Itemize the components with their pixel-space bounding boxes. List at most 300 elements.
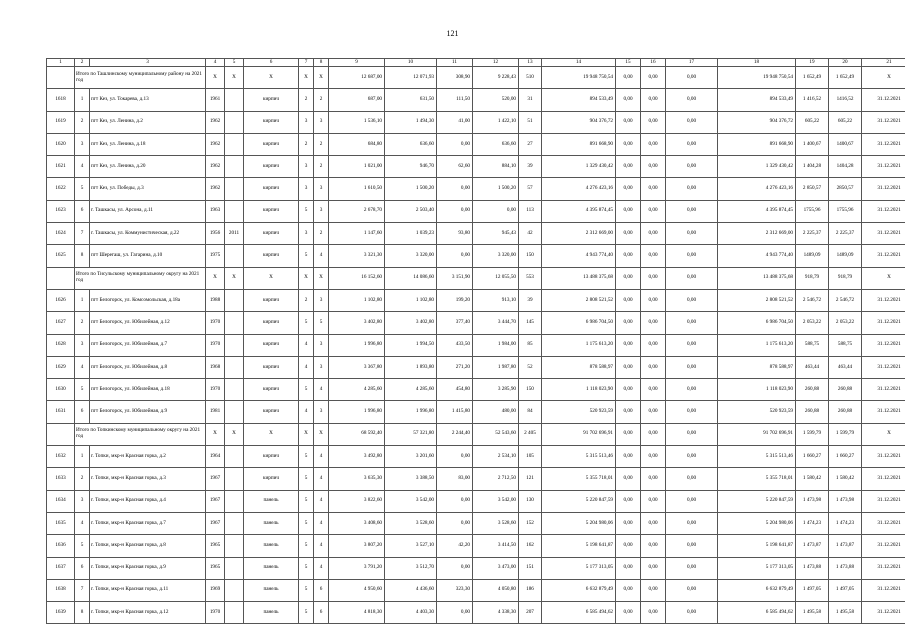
- table-cell: 0,00: [666, 89, 718, 111]
- table-cell: 0,00: [616, 401, 641, 423]
- column-number: 13: [519, 59, 542, 67]
- table-cell: 0,00: [666, 490, 718, 512]
- table-cell: 684,80: [329, 133, 385, 155]
- table-cell: 31.12.2021: [862, 89, 905, 111]
- table-cell: 271,20: [437, 356, 473, 378]
- table-cell: 4 395 874,45: [542, 200, 616, 222]
- table-cell: 31.12.2021: [862, 512, 905, 534]
- table-cell: 1 118 023,90: [542, 379, 616, 401]
- table-cell: 3: [314, 111, 329, 133]
- table-cell: 31.12.2021: [862, 557, 905, 579]
- table-cell: 5: [299, 312, 314, 334]
- table-cell: 3: [299, 223, 314, 245]
- table-cell: 1975: [206, 245, 225, 267]
- column-number: 9: [329, 59, 385, 67]
- table-cell: г. Топки, мкр-н Красная горка, д.11: [90, 579, 206, 601]
- table-cell: 39: [519, 156, 542, 178]
- table-cell: 2850,57: [829, 178, 862, 200]
- table-cell: 0,00: [437, 178, 473, 200]
- table-cell: 8: [75, 245, 90, 267]
- table-cell: 1416,52: [829, 89, 862, 111]
- table-cell: кирпич: [244, 401, 299, 423]
- table-cell: 68 592,40: [329, 423, 385, 445]
- table-cell: 5: [299, 468, 314, 490]
- table-cell: 2: [299, 89, 314, 111]
- table-cell: 0,00: [666, 156, 718, 178]
- table-cell: 2 244,40: [437, 423, 473, 445]
- table-cell: X: [299, 423, 314, 445]
- table-cell: панель: [244, 490, 299, 512]
- table-cell: 3 492,80: [329, 446, 385, 468]
- subtotal-row: [47, 67, 905, 89]
- table-cell: 4 395 874,45: [718, 200, 796, 222]
- table-cell: 605,22: [796, 111, 829, 133]
- table-cell: 3 444,70: [473, 312, 519, 334]
- table-cell: 1630: [47, 379, 75, 401]
- table-cell: 945,43: [473, 223, 519, 245]
- table-cell: 1962: [206, 111, 225, 133]
- table-cell: 4 436,60: [385, 579, 437, 601]
- table-cell: 31.12.2021: [862, 133, 905, 155]
- table-cell: 0,00: [641, 446, 666, 468]
- table-cell: 0,00: [666, 200, 718, 222]
- table-cell: 0,00: [641, 356, 666, 378]
- table-cell: 0,00: [616, 579, 641, 601]
- table-cell: 1956: [206, 223, 225, 245]
- table-cell: 31.12.2021: [862, 379, 905, 401]
- table-cell: 0,00: [616, 111, 641, 133]
- table-cell: 6: [75, 200, 90, 222]
- column-number: 11: [437, 59, 473, 67]
- table-row: [47, 379, 905, 401]
- table-cell: 121: [519, 468, 542, 490]
- column-number: 1: [47, 59, 75, 67]
- table-cell: 3: [314, 356, 329, 378]
- table-cell: 0,00: [641, 312, 666, 334]
- table-cell: 894 533,49: [718, 89, 796, 111]
- table-cell: 605,22: [829, 111, 862, 133]
- table-cell: г. Ташкасы, ул. Арсона, д.11: [90, 200, 206, 222]
- table-cell: 6 986 704,50: [542, 312, 616, 334]
- table-cell: 3 402,80: [385, 312, 437, 334]
- page-number: 121: [446, 29, 459, 38]
- table-cell: г. Топки, мкр-н Красная горка, д.3: [90, 468, 206, 490]
- table-cell: 1 660,27: [796, 446, 829, 468]
- table-cell: пгт Кез, ул. Ленина, д.2: [90, 111, 206, 133]
- table-cell: 31.12.2021: [862, 200, 905, 222]
- table-cell: [225, 156, 244, 178]
- table-cell: 7: [75, 579, 90, 601]
- table-cell: 1 580,42: [829, 468, 862, 490]
- table-cell: [47, 423, 75, 445]
- table-cell: 0,00: [666, 379, 718, 401]
- table-cell: 2: [314, 156, 329, 178]
- table-cell: [225, 356, 244, 378]
- table-cell: 19 948 750,54: [718, 67, 796, 89]
- table-cell: 480,00: [473, 401, 519, 423]
- column-number: 6: [244, 59, 299, 67]
- table-cell: [225, 446, 244, 468]
- table-cell: 151: [519, 557, 542, 579]
- table-cell: X: [225, 67, 244, 89]
- table-cell: 1962: [206, 133, 225, 155]
- table-cell: 0,00: [666, 356, 718, 378]
- table-cell: 91 702 696,91: [542, 423, 616, 445]
- table-cell: 42: [519, 223, 542, 245]
- table-row: [47, 468, 905, 490]
- table-cell: X: [244, 267, 299, 289]
- table-row: [47, 111, 905, 133]
- table-cell: [225, 490, 244, 512]
- table-cell: кирпич: [244, 356, 299, 378]
- table-cell: 57: [519, 178, 542, 200]
- table-cell: г. Топки, мкр-н Красная горка, д.8: [90, 535, 206, 557]
- table-cell: 0,00: [437, 200, 473, 222]
- table-cell: 918,79: [829, 267, 862, 289]
- table-cell: 0,00: [641, 535, 666, 557]
- table-cell: 5 198 641,87: [542, 535, 616, 557]
- table-row: [47, 312, 905, 334]
- table-cell: 1635: [47, 512, 75, 534]
- table-cell: 1 404,28: [796, 156, 829, 178]
- table-cell: 0,00: [666, 67, 718, 89]
- table-cell: 4: [299, 356, 314, 378]
- table-cell: 3 320,00: [473, 245, 519, 267]
- table-cell: 8: [75, 602, 90, 624]
- table-cell: 52 543,60: [473, 423, 519, 445]
- table-cell: 588,75: [796, 334, 829, 356]
- table-cell: 1 599,79: [796, 423, 829, 445]
- table-cell: 150: [519, 245, 542, 267]
- table-cell: 946,70: [385, 156, 437, 178]
- table-cell: кирпич: [244, 245, 299, 267]
- table-cell: 1623: [47, 200, 75, 222]
- table-cell: 4 403,30: [385, 602, 437, 624]
- table-cell: 57 321,80: [385, 423, 437, 445]
- table-cell: 1755,96: [796, 200, 829, 222]
- table-cell: [47, 267, 75, 289]
- table-cell: 0,00: [616, 223, 641, 245]
- table-cell: 1625: [47, 245, 75, 267]
- table-cell: 3: [314, 200, 329, 222]
- table-cell: 1: [75, 289, 90, 311]
- table-cell: 463,44: [829, 356, 862, 378]
- column-number: 15: [616, 59, 641, 67]
- table-cell: 3: [75, 490, 90, 512]
- table-cell: 4: [314, 379, 329, 401]
- table-cell: 1967: [206, 512, 225, 534]
- table-cell: 0,00: [616, 557, 641, 579]
- table-cell: X: [862, 423, 905, 445]
- table-cell: 3 542,00: [385, 490, 437, 512]
- table-cell: 0,00: [437, 245, 473, 267]
- table-cell: 1981: [206, 401, 225, 423]
- register-body: [47, 59, 905, 624]
- table-cell: 4: [314, 535, 329, 557]
- column-number: 12: [473, 59, 519, 67]
- table-cell: 4: [75, 512, 90, 534]
- table-cell: 3 473,00: [473, 557, 519, 579]
- table-cell: 85: [519, 334, 542, 356]
- table-cell: 323,30: [437, 579, 473, 601]
- table-cell: 0,00: [666, 579, 718, 601]
- table-cell: 4: [299, 334, 314, 356]
- table-cell: 31.12.2021: [862, 334, 905, 356]
- table-cell: 105: [519, 446, 542, 468]
- table-cell: г. Топки, мкр-н Красная горка, д.7: [90, 512, 206, 534]
- table-cell: X: [299, 267, 314, 289]
- table-cell: 0,00: [616, 133, 641, 155]
- table-cell: 0,00: [666, 446, 718, 468]
- table-cell: 51: [519, 111, 542, 133]
- table-cell: 3 512,70: [385, 557, 437, 579]
- table-cell: 1 984,00: [473, 334, 519, 356]
- table-cell: 5 355 718,01: [718, 468, 796, 490]
- table-cell: пгт Белогорск, ул. Юбилейная, д.18: [90, 379, 206, 401]
- table-cell: 1 580,42: [796, 468, 829, 490]
- table-cell: кирпич: [244, 468, 299, 490]
- table-cell: 1621: [47, 156, 75, 178]
- table-cell: X: [206, 67, 225, 89]
- table-cell: 0,00: [616, 245, 641, 267]
- table-cell: 31.12.2021: [862, 490, 905, 512]
- table-cell: 41,00: [437, 111, 473, 133]
- table-cell: 111,50: [437, 89, 473, 111]
- column-number: 7: [299, 59, 314, 67]
- table-cell: 1 652,49: [796, 67, 829, 89]
- table-cell: 0,00: [641, 401, 666, 423]
- table-cell: X: [314, 67, 329, 89]
- table-cell: 6: [75, 401, 90, 423]
- table-cell: 4: [75, 356, 90, 378]
- table-cell: 1 996,80: [329, 401, 385, 423]
- table-cell: 520 923,59: [718, 401, 796, 423]
- table-cell: 1: [75, 89, 90, 111]
- table-cell: 31.12.2021: [862, 245, 905, 267]
- table-cell: 0,00: [666, 133, 718, 155]
- subtotal-label: Итого по Тисульскому муниципальному округу на 2021 год: [75, 267, 206, 289]
- table-cell: 260,88: [796, 401, 829, 423]
- table-cell: кирпич: [244, 379, 299, 401]
- table-cell: 1 652,49: [829, 67, 862, 89]
- table-row: [47, 178, 905, 200]
- table-cell: X: [206, 267, 225, 289]
- table-cell: 1638: [47, 579, 75, 601]
- table-cell: кирпич: [244, 178, 299, 200]
- table-cell: 52: [519, 356, 542, 378]
- table-cell: 3 528,60: [385, 512, 437, 534]
- column-number: 10: [385, 59, 437, 67]
- table-cell: 1633: [47, 468, 75, 490]
- table-cell: 3 528,60: [473, 512, 519, 534]
- table-cell: 260,88: [796, 379, 829, 401]
- table-cell: пгт Белогорск, ул. Комсомольская, д.18а: [90, 289, 206, 311]
- table-cell: 31.12.2021: [862, 401, 905, 423]
- table-row: [47, 490, 905, 512]
- column-number-row: [47, 59, 905, 67]
- column-number: 5: [225, 59, 244, 67]
- table-cell: 1 473,98: [829, 490, 862, 512]
- table-cell: 31: [519, 89, 542, 111]
- table-cell: 1 610,50: [329, 178, 385, 200]
- table-cell: 1 495,58: [829, 602, 862, 624]
- table-cell: 5: [299, 446, 314, 468]
- table-cell: 16 152,60: [329, 267, 385, 289]
- table-cell: 91 702 696,91: [718, 423, 796, 445]
- table-cell: 0,00: [616, 602, 641, 624]
- table-cell: 5: [75, 535, 90, 557]
- table-cell: 0,00: [641, 133, 666, 155]
- table-cell: 2: [75, 312, 90, 334]
- table-cell: кирпич: [244, 156, 299, 178]
- table-cell: 31.12.2021: [862, 178, 905, 200]
- table-cell: 1 329 430,42: [542, 156, 616, 178]
- table-cell: пгт Шерегаш, ул. Гагарина, д.10: [90, 245, 206, 267]
- column-number: 2: [75, 59, 90, 67]
- table-cell: 1 994,50: [385, 334, 437, 356]
- table-cell: 3: [314, 334, 329, 356]
- table-cell: 6 585 494,62: [718, 602, 796, 624]
- column-number: 21: [862, 59, 905, 67]
- table-row: [47, 602, 905, 624]
- table-cell: 4 338,30: [473, 602, 519, 624]
- table-cell: 4 285,60: [385, 379, 437, 401]
- table-cell: 553: [519, 267, 542, 289]
- table-cell: 2: [314, 223, 329, 245]
- table-cell: 5 220 847,59: [542, 490, 616, 512]
- table-cell: 3 285,90: [473, 379, 519, 401]
- table-cell: X: [862, 267, 905, 289]
- table-cell: 4: [314, 245, 329, 267]
- table-cell: 1 996,80: [329, 334, 385, 356]
- table-cell: 433,50: [437, 334, 473, 356]
- column-number: 17: [666, 59, 718, 67]
- table-cell: 3 807,20: [329, 535, 385, 557]
- table-cell: 5: [75, 178, 90, 200]
- table-cell: 27: [519, 133, 542, 155]
- table-cell: 0,00: [437, 446, 473, 468]
- table-cell: кирпич: [244, 446, 299, 468]
- table-cell: 1 599,79: [829, 423, 862, 445]
- table-cell: [225, 89, 244, 111]
- table-cell: 1 893,80: [385, 356, 437, 378]
- column-number: 16: [641, 59, 666, 67]
- table-cell: 31.12.2021: [862, 356, 905, 378]
- table-cell: 520 923,59: [542, 401, 616, 423]
- table-cell: 1965: [206, 535, 225, 557]
- table-cell: 3: [314, 401, 329, 423]
- table-cell: 2: [314, 89, 329, 111]
- table-cell: 0,00: [616, 334, 641, 356]
- table-cell: 1 473,98: [796, 490, 829, 512]
- table-cell: 1988: [206, 289, 225, 311]
- table-cell: 1 474,23: [829, 512, 862, 534]
- table-cell: пгт Белогорск, ул. Юбилейная, д.7: [90, 334, 206, 356]
- table-cell: 5 315 513,46: [718, 446, 796, 468]
- table-cell: 1404,28: [829, 156, 862, 178]
- table-cell: 308,90: [437, 67, 473, 89]
- table-cell: 0,00: [641, 245, 666, 267]
- table-cell: 0,00: [666, 401, 718, 423]
- table-row: [47, 289, 905, 311]
- table-cell: пгт Кез, ул. Токарева, д.13: [90, 89, 206, 111]
- table-cell: [225, 245, 244, 267]
- table-cell: 4: [314, 557, 329, 579]
- table-cell: 3 791,20: [329, 557, 385, 579]
- table-cell: панель: [244, 602, 299, 624]
- table-cell: 1 416,52: [796, 89, 829, 111]
- subtotal-row: [47, 423, 905, 445]
- table-cell: [225, 468, 244, 490]
- table-cell: 0,00: [666, 223, 718, 245]
- table-cell: 2 546,72: [796, 289, 829, 311]
- table-cell: [225, 178, 244, 200]
- table-cell: 4 943 774,40: [542, 245, 616, 267]
- table-cell: 1489,09: [829, 245, 862, 267]
- table-cell: 2 053,22: [829, 312, 862, 334]
- table-cell: [225, 401, 244, 423]
- table-cell: 2 808 521,52: [542, 289, 616, 311]
- table-cell: 0,00: [616, 67, 641, 89]
- table-cell: 0,00: [641, 67, 666, 89]
- table-cell: 0,00: [641, 289, 666, 311]
- table-cell: 588,75: [829, 334, 862, 356]
- table-cell: г. Топки, мкр-н Красная горка, д.9: [90, 557, 206, 579]
- table-cell: 4 276 423,16: [542, 178, 616, 200]
- table-row: [47, 200, 905, 222]
- table-cell: 5 204 980,06: [718, 512, 796, 534]
- table-cell: 2011: [225, 223, 244, 245]
- table-cell: 5 177 313,05: [718, 557, 796, 579]
- table-cell: г. Топки, мкр-н Красная горка, д.4: [90, 490, 206, 512]
- table-cell: 0,00: [616, 356, 641, 378]
- table-cell: 0,00: [666, 289, 718, 311]
- table-cell: 2: [75, 468, 90, 490]
- table-cell: 1639: [47, 602, 75, 624]
- table-cell: 1 102,80: [385, 289, 437, 311]
- table-cell: пгт Белогорск, ул. Юбилейная, д.8: [90, 356, 206, 378]
- table-cell: 1: [75, 446, 90, 468]
- table-cell: 878 588,97: [718, 356, 796, 378]
- table-cell: 0,00: [641, 267, 666, 289]
- table-cell: 913,10: [473, 289, 519, 311]
- table-cell: пгт Белогорск, ул. Юбилейная, д.12: [90, 312, 206, 334]
- table-cell: г. Топки, мкр-н Красная горка, д.12: [90, 602, 206, 624]
- table-cell: 2: [75, 111, 90, 133]
- table-cell: 5: [299, 245, 314, 267]
- table-cell: 1637: [47, 557, 75, 579]
- table-cell: 1 422,10: [473, 111, 519, 133]
- table-cell: кирпич: [244, 200, 299, 222]
- table-cell: [47, 67, 75, 89]
- table-cell: 3: [314, 289, 329, 311]
- table-cell: 31.12.2021: [862, 446, 905, 468]
- table-cell: 5 220 847,59: [718, 490, 796, 512]
- table-cell: 1 400,67: [796, 133, 829, 155]
- table-cell: 1632: [47, 446, 75, 468]
- table-cell: 1 500,20: [385, 178, 437, 200]
- table-cell: 520,00: [473, 89, 519, 111]
- table-cell: кирпич: [244, 111, 299, 133]
- table-cell: 0,00: [641, 111, 666, 133]
- table-cell: 4 818,30: [329, 602, 385, 624]
- table-cell: 2 405: [519, 423, 542, 445]
- column-number: 4: [206, 59, 225, 67]
- table-cell: 3: [299, 111, 314, 133]
- table-cell: 3 320,00: [385, 245, 437, 267]
- table-cell: 1 039,23: [385, 223, 437, 245]
- table-cell: 0,00: [666, 468, 718, 490]
